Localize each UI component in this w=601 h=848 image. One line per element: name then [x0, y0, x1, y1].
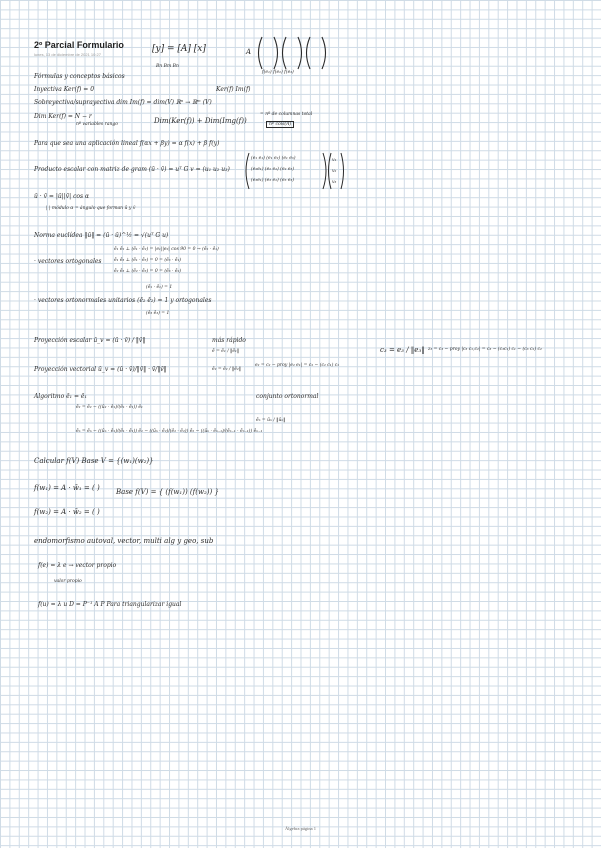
note-conjunto-ortonormal-eq: ēₙ = ūₙ / ‖ūₙ‖: [256, 418, 286, 423]
page-footer: Álgebra página 1: [285, 826, 316, 831]
section-basics: Fórmulas y conceptos básicos: [34, 73, 125, 80]
orton-line-3: (ē₃ ē₃) = 1: [146, 311, 170, 316]
page-title: 2º Parcial Formulario: [34, 40, 124, 50]
ortog-line-1: ē₁ ē₂ ⊥ (ē₁ · ē₂) = |e₁||e₂| cos 90 = 0 → (ē₂ · ē₁): [114, 247, 219, 252]
note-rapido-2: ē₂ = ē₂ / ‖ē₂‖: [212, 367, 241, 372]
note-lineal: Para que sea una aplicación lineal f(αx + βy) = α f(x) + β f(y): [34, 140, 220, 147]
note-inyectiva: Inyectiva Ker(f) = 0: [34, 86, 95, 93]
note-modulo-angulo: | | módulo α = ángulo que forman ū y v̄: [46, 206, 136, 211]
note-dim-sum: Dim(Ker(f)) + Dim(Img(f)): [154, 117, 247, 125]
note-norma: Norma euclídea ‖ū‖ = (ū · ū)^½ = √(uᵀ G u): [34, 232, 169, 239]
note-mas-rapido: más rápido: [212, 337, 246, 344]
note-uv-cos: ū · v̄ = |ū||v̄| cos α: [34, 193, 90, 200]
gram-row-2: (e₂e₁) (e₂ e₂) (e₂ e₃): [251, 167, 295, 172]
label-vectores-ortonormales: · vectores ortonormales unitarios (ē₂ ē₂) = 1 y ortogonales: [34, 297, 212, 304]
note-fw2: f(w₂) = A · w̄₂ = ( ): [34, 508, 100, 516]
ortog-line-2: ē₁ ē₃ ⊥ (ē₁ · ē₃) = 0 = (ē₃ · ē₁): [114, 258, 182, 263]
note-algoritmo: Algoritmo ē₁ = ē₁: [34, 393, 87, 400]
note-base-fv: Base f(V) = { (f(w₁)) (f(w₂)) }: [116, 488, 219, 496]
matrix-a-label: A: [246, 48, 252, 56]
matrix-column-labels: f(e₁) f(e₂) f(e₃): [262, 70, 294, 75]
gram-schmidt-e2: e₂ = c₂ − proy |e₂ e₁| = c₂ − (c₂ c₁) c₁: [255, 363, 340, 368]
algoritmo-step-2: ē₂ = ē₂ − ((ū₂ · ē₁)/(ē₁ · ē₁)) ē₁: [76, 405, 143, 410]
note-endomorfismo: endomorfismo autoval, vector, multi alg y geo, sub: [34, 537, 214, 545]
note-dim-sum-box: nº cols(A): [266, 121, 294, 128]
note-proyeccion-escalar: Proyección escalar ū_v = (ū · v̄) / ‖v̄‖: [34, 337, 146, 344]
matrix-equation: [y] = [A] [x]: [152, 44, 206, 54]
note-dim-sum-caption: = nº de columnas total: [260, 112, 313, 117]
note-dim-ker-sub: nº variables rango: [76, 122, 118, 127]
vector-v: v₁ v₂ v₃: [332, 158, 337, 185]
ortog-line-3: ē₂ ē₃ ⊥ (ē₂ · ē₃) = 0 = (ē₃ · ē₂): [114, 269, 182, 274]
label-vectores-ortogonales: · vectores ortogonales: [34, 258, 102, 265]
gram-schmidt-c3: c₃ = e₃ / ‖e₃‖: [380, 346, 425, 354]
matrix-equation-subscripts: Bn Bm Bn: [156, 64, 179, 69]
algoritmo-step-n: ēₙ = ēₙ − ((ūₙ · ē₁)/(ē₁ · ē₁)) ē₁ − ((ūₙ · ē₂)/(ē₂ · ē₂)) ē₂ − ((ūₙ · ēₙ₋₁)/(ēₙ₋₁ · ēₙ₋₁)) ēₙ₋₁: [76, 429, 263, 434]
note-calcular: Calcular f(V) Base V = {(w₁)(w₂)}: [34, 457, 154, 465]
note-valor-propio: valor propio: [54, 579, 82, 584]
note-diagonalizar: f(u) = λ u D = P⁻¹ A P Para triangularizar igual: [38, 601, 182, 608]
note-rapido-1: ē = ē₁ / ‖ē₁‖: [212, 349, 240, 354]
note-proyeccion-vectorial: Proyección vectorial ū_v = (ū · v̄)/‖v̄‖ · v̄/‖v̄‖: [34, 366, 167, 373]
gram-row-3: (e₃e₁) (e₃ e₂) (e₃ e₃): [251, 178, 295, 183]
page-date: lunes, 13 de diciembre de 2021 10:27: [34, 52, 101, 57]
matrix-columns-brackets: [256, 36, 330, 70]
note-fw1: f(w₁) = A · w̄₁ = ( ): [34, 484, 100, 492]
note-autovector: f(e) = λ e → vector propio: [38, 562, 117, 569]
note-ker-im: Ker(f) Im(f): [216, 86, 251, 93]
note-sobreyectiva: Sobreyectiva/suprayectiva dim Im(f) = dim(V) ℝⁿ → ℝᵐ (V): [34, 99, 212, 106]
orton-line-1: (ē₁ · ē₁) = 1: [146, 285, 173, 290]
note-conjunto-ortonormal: conjunto ortonormal: [256, 393, 319, 400]
gram-row-1: (e₁ e₁) (e₁ e₂) (e₁ e₃): [251, 156, 296, 161]
note-producto-gram: Producto escalar con matriz de gram (ū · v̄) = uᵀ G v = (u₁ u₂ u₃): [34, 166, 230, 173]
gram-schmidt-z3: z₃ = c₃ − proy |c₃ c₁,c₂| = c₃ − (c₃c₁) c₁ − (c₃ c₂) c₂: [428, 347, 542, 352]
note-dim-ker: Dim Ker(f) = N − r: [34, 113, 92, 120]
